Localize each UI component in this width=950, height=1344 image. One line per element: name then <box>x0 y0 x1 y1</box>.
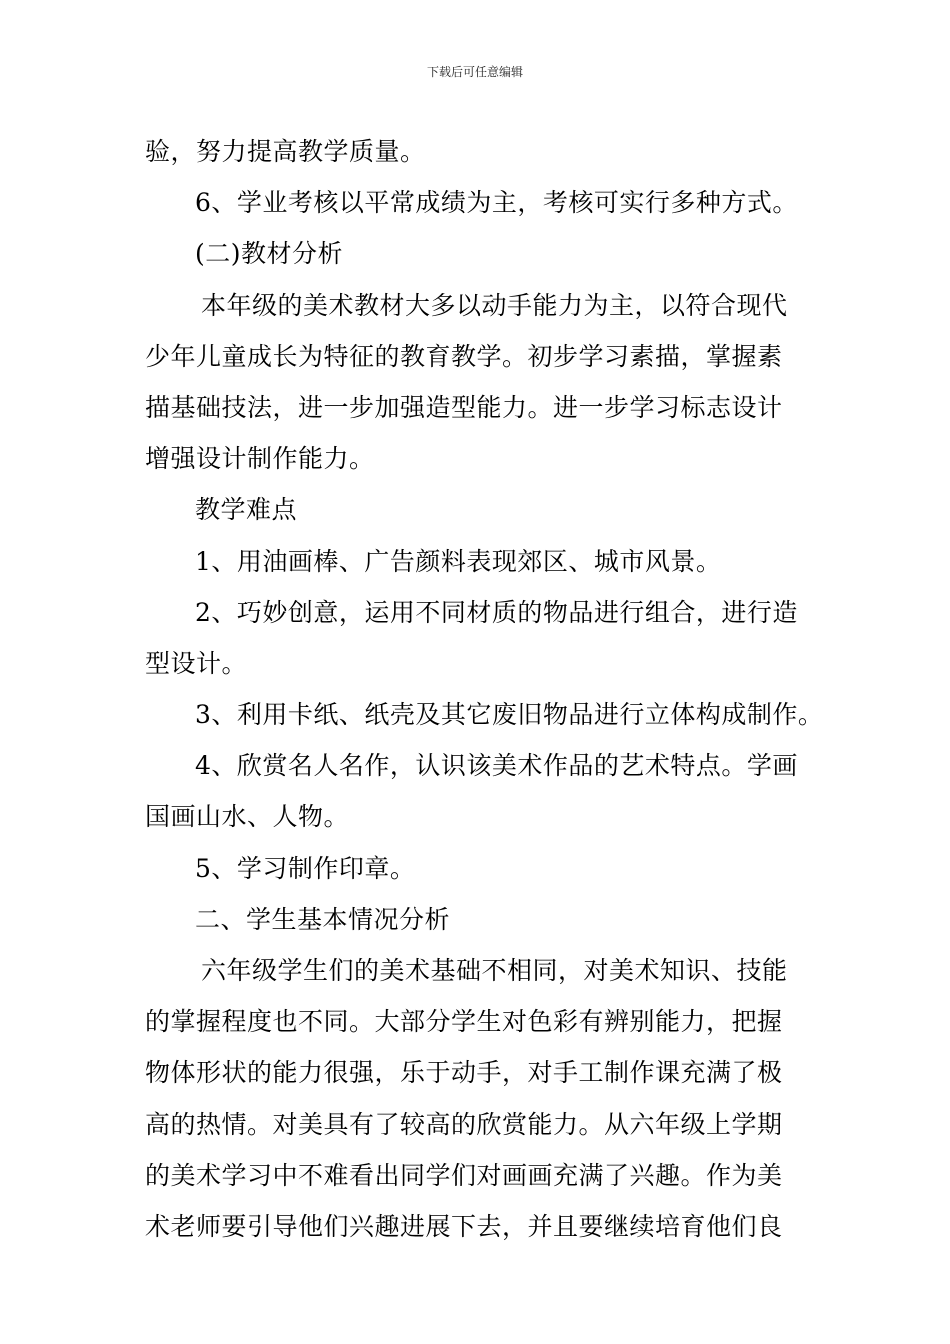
text-line: 国画山水、人物。 <box>145 802 350 832</box>
text-line: 6、学业考核以平常成绩为主，考核可实行多种方式。 <box>195 188 798 218</box>
text-line: 六年级学生们的美术基础不相同，对美术知识、技能 <box>201 956 788 985</box>
text-line: 少年儿童成长为特征的教育教学。初步学习素描，掌握素 <box>145 341 783 371</box>
list-item: 3、利用卡纸、纸壳及其它废旧物品进行立体构成制作。 <box>195 700 824 730</box>
document-body <box>145 126 825 1252</box>
section-heading: (二)教材分析 <box>195 239 344 269</box>
text-line: 术老师要引导他们兴趣进展下去，并且要继续培育他们良 <box>145 1211 783 1241</box>
text-line: 型设计。 <box>145 648 248 678</box>
text-line: 增强设计制作能力。 <box>145 444 375 474</box>
text-line: 验，努力提高教学质量。 <box>145 137 426 166</box>
section-heading: 教学难点 <box>195 495 298 525</box>
text-line: 本年级的美术教材大多以动手能力为主，以符合现代 <box>201 290 788 320</box>
text-line: 的掌握程度也不同。大部分学生对色彩有辨别能力，把握 <box>145 1007 783 1037</box>
list-item: 2、巧妙创意，运用不同材质的物品进行组合，进行造 <box>195 597 798 627</box>
text-line: 高的热情。对美具有了较高的欣赏能力。从六年级上学期 <box>145 1109 783 1139</box>
section-heading: 二、学生基本情况分析 <box>195 904 451 934</box>
list-item: 5、学习制作印章。 <box>195 853 416 883</box>
text-line: 描基础技法，进一步加强造型能力。进一步学习标志设计 <box>145 392 783 422</box>
text-line: 的美术学习中不难看出同学们对画画充满了兴趣。作为美 <box>145 1160 783 1190</box>
text-line: 物体形状的能力很强，乐于动手，对手工制作课充满了极 <box>145 1058 783 1088</box>
page-header: 下载后可任意编辑 <box>426 65 523 79</box>
list-item: 4、欣赏名人名作，认识该美术作品的艺术特点。学画 <box>195 751 798 781</box>
list-item: 1、用油画棒、广告颜料表现郊区、城市风景。 <box>195 546 722 576</box>
